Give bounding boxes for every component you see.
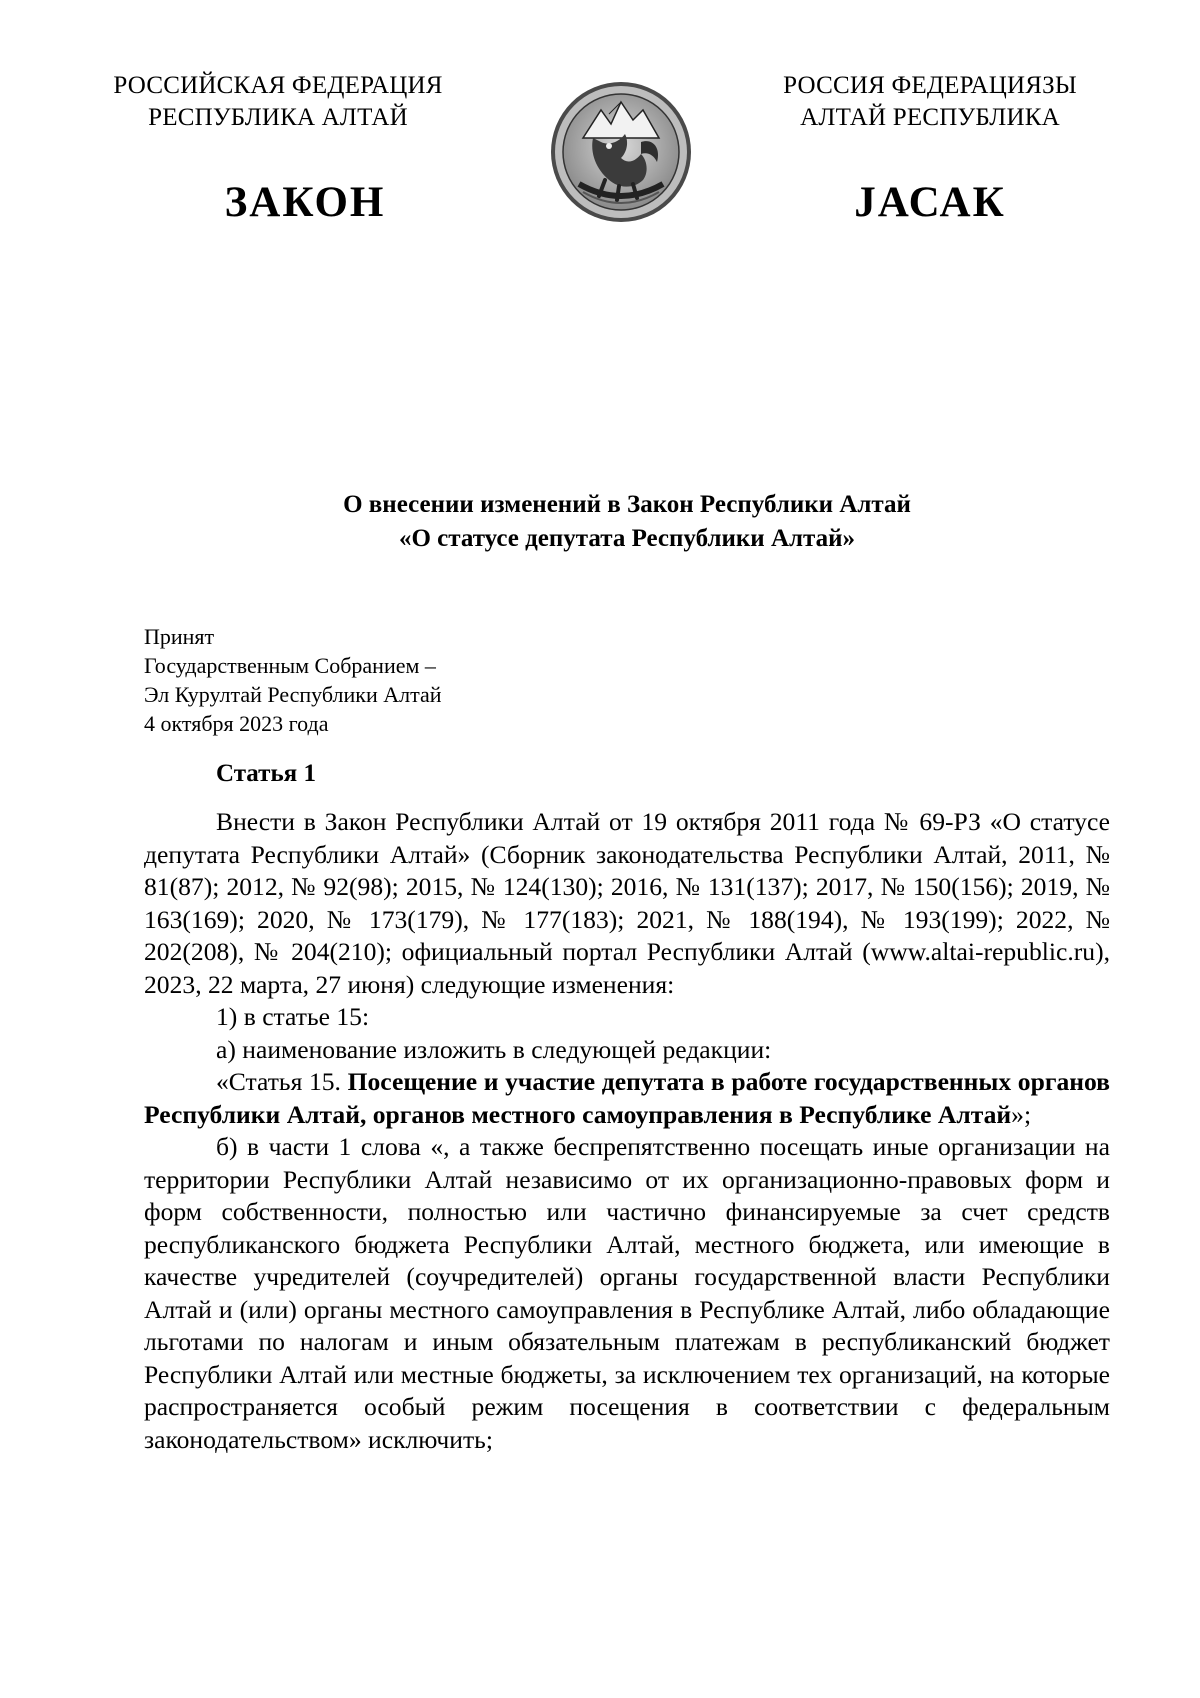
header-left-block [88,70,468,134]
header-left-line1: РОССИЙСКАЯ ФЕДЕРАЦИЯ [113,72,443,99]
article-heading: Статья 1 [216,760,316,787]
document-title [144,488,1110,556]
header-right-line2: АЛТАЙ РЕСПУБЛИКА [800,104,1060,131]
item-a: а) наименование изложить в следующей редакции: [216,1034,772,1064]
adoption-line1: Принят [144,624,215,649]
adoption-line2: Государственным Собранием – [144,653,436,678]
header-left-line2: РЕСПУБЛИКА АЛТАЙ [148,104,408,131]
adoption-line3: Эл Курултай Республики Алтай [144,682,442,707]
document-title-line1: О внесении изменений в Закон Республики Алтай [343,491,911,518]
header-right-line1: РОССИЯ ФЕДЕРАЦИЯЗЫ [783,72,1077,99]
header-right-block [740,70,1120,134]
article-intro-paragraph: Внести в Закон Республики Алтай от 19 октября 2011 года № 69-РЗ «О статусе депутата Республики Алтай» (Сборник законодательства Республики Алтай, 2011, № 81(87); 2012, № 92(98); 2015, № 124(130); 2016, № 131(137); 2017, № 150(156); 2019, № 163(169); 2020, № 173(179), № 177(183); 2021, № 188(194), № 193(199); 2022, № 202(208), № 204(210); официальный портал Республики Алтай (www.altai-republic.ru), 2023, 22 марта, 27 июня) следующие изменения: [144,807,1110,999]
article-body [144,806,1110,1456]
altai-republic-coat-of-arms-icon [549,80,693,224]
document-title-line2: «О статусе депутата Республики Алтай» [398,525,856,552]
item-a-quote-start: «Статья 15. [216,1067,348,1096]
adoption-block [144,622,442,738]
law-title-altai: JАСАК [854,179,1006,226]
item-1: 1) в статье 15: [216,1002,370,1031]
adoption-date: 4 октября 2023 года [144,711,329,736]
item-a-quote-bold: Посещение и участие депутата в работе государственных органов Республики Алтай, органов местного самоуправления в Республике Алтай [144,1067,1110,1129]
item-a-quote-end: »; [1011,1099,1032,1129]
item-b: б) в части 1 слова «, а также беспрепятственно посещать иные организации на территории Республики Алтай независимо от их организационно-правовых форм и форм собственности, полностью или частично финансируемые за счет средств республиканского бюджета Республики Алтай, местного бюджета, или имеющие в качестве учредителей (соучредителей) органы государственной власти Республики Алтай и (или) органы местного самоуправления в Республике Алтай, либо обладающие льготами по налогам и иным обязательным платежам в республиканский бюджет Республики Алтай или местные бюджеты, за исключением тех организаций, на которые распространяется особый режим посещения в соответствии с федеральным законодательством» исключить; [144,1132,1110,1454]
item-a-quote [144,1066,1110,1131]
law-title-russian: ЗАКОН [224,179,386,226]
